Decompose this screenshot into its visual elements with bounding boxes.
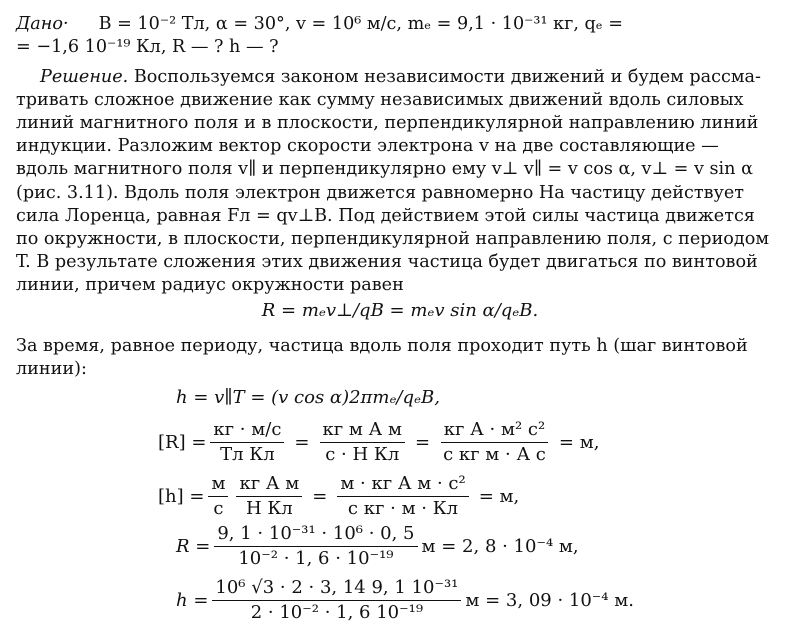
solution-line-1: Решение. Воспользуемся законом независимости движений и будем рассма-: [40, 67, 761, 87]
solution-line-3: линий магнитного поля и в плоскости, перпендикулярной направлению линий: [16, 113, 759, 133]
given-line-2: = −1,6 10⁻¹⁹ Кл, R — ? h — ?: [16, 37, 279, 57]
fraction: м · кг А м · с² с кг · м · Кл: [337, 474, 468, 519]
solution-line-11: За время, равное периоду, частица вдоль поля проходит путь h (шаг винтовой: [16, 336, 748, 356]
given-label: Дано·: [16, 14, 69, 34]
solution-line-12: линии):: [16, 359, 87, 379]
equation-units-R: [R] = кг · м/с Тл Кл = кг м А м с · Н Кл = кг А · м² с² с кг м · А с = м,: [158, 419, 600, 465]
solution-line-9: T. В результате сложения этих движения частица будет двигаться по винтовой: [16, 252, 758, 272]
given-values: B = 10⁻² Тл, α = 30°, v = 10⁶ м/с, mₑ = 9,1 · 10⁻³¹ кг, qₑ =: [98, 14, 623, 34]
solution-line-6: (рис. 3.11). Вдоль поля электрон движется равномерно На частицу действует: [16, 183, 745, 203]
fraction: $\frac{\text{9, 1 · 10⁻³¹ · 10⁶ · 0, 5}}{\text{10⁻² · 1, 6 · 10⁻¹⁹}}$: [214, 524, 417, 569]
solution-line-4: индукции. Разложим вектор скорости электрона v на две составляющие —: [16, 136, 719, 156]
equation-R-value: R = $\frac{\text{9, 1 · 10⁻³¹ · 10⁶ · 0, 5}}{\text{10⁻² · 1, 6 · 10⁻¹⁹}}$ м = 2, 8 · 10⁻⁴ м,: [176, 523, 579, 569]
fraction: кг А · м² с² с кг м · А с: [440, 420, 549, 465]
fraction: кг · м/с Тл Кл: [210, 420, 284, 465]
solution-label: Решение.: [40, 67, 129, 87]
solution-line-7: сила Лоренца, равная Fл = qv⊥B. Под действием этой силы частица движется: [16, 206, 755, 226]
solution-line-2: тривать сложное движение как сумму независимых движений вдоль силовых: [16, 90, 744, 110]
equation-radius: R = mₑv⊥/qB = mₑv sin α/qₑB.: [261, 300, 539, 321]
solution-line-5: вдоль магнитного поля v∥ и перпендикулярно ему v⊥ v∥ = v cos α, v⊥ = v sin α: [16, 159, 753, 179]
fraction: кг А м Н Кл: [236, 474, 302, 519]
equation-units-h: [h] = м с кг А м Н Кл = м · кг А м · с² с кг · м · Кл = м,: [158, 473, 520, 519]
fraction: $\frac{\text{10⁶ √3 · 2 · 3, 14 9, 1 10⁻³¹}}{\text{2 · 10⁻² · 1, 6 10⁻¹⁹}}$: [212, 578, 461, 623]
fraction: м с: [208, 474, 228, 519]
solution-line-8: по окружности, в плоскости, перпендикулярной направлению поля, с периодом: [16, 229, 770, 249]
given-line-1: [16, 13, 784, 35]
equation-h-value: h = $\frac{\text{10⁶ √3 · 2 · 3, 14 9, 1 10⁻³¹}}{\text{2 · 10⁻² · 1, 6 10⁻¹⁹}}$ м = 3, 09 · 10⁻⁴ м.: [176, 577, 634, 623]
equation-h-formula: h = v∥T = (v cos α)2πmₑ/qₑB,: [176, 387, 440, 408]
solution-line-10: линии, причем радиус окружности равен: [16, 275, 404, 295]
fraction: кг м А м с · Н Кл: [320, 420, 405, 465]
